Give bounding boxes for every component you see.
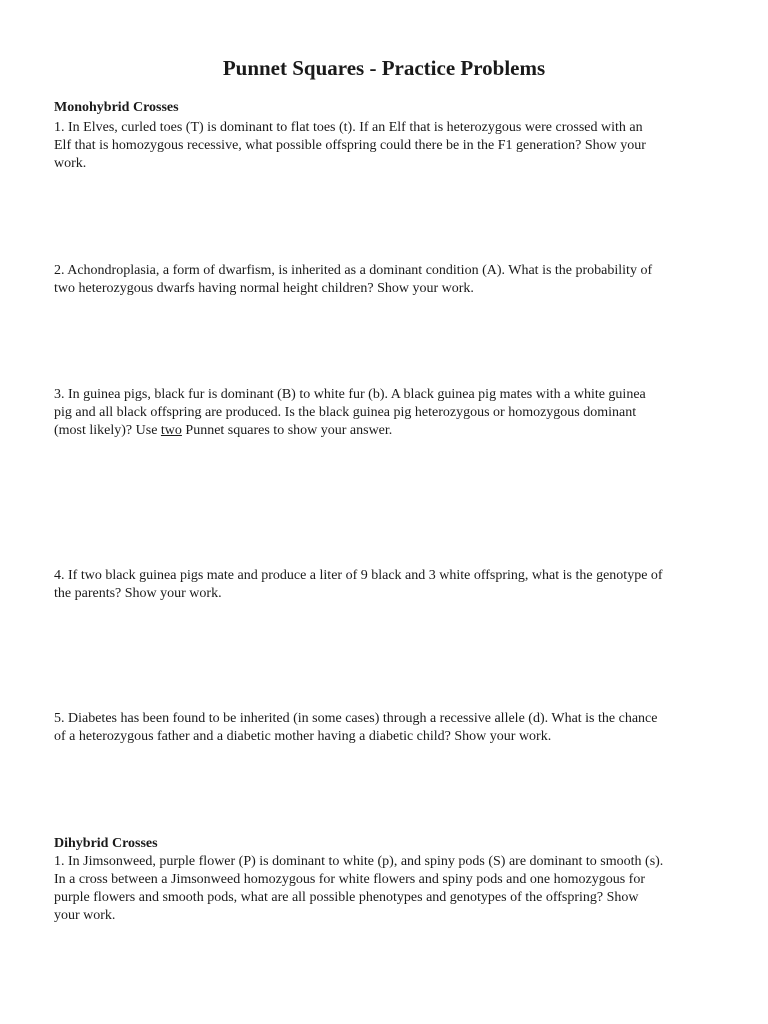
problem-line: 3. In guinea pigs, black fur is dominant (B) to white fur (b). A black guinea pig mates with a white guinea	[54, 387, 646, 402]
problem-line: In a cross between a Jimsonweed homozygous for white flowers and spiny pods and one homozygous for	[54, 872, 645, 887]
monohybrid-problem-2	[54, 262, 722, 298]
problem-line: 1. In Elves, curled toes (T) is dominant to flat toes (t). If an Elf that is heterozygous were crossed with an	[54, 120, 643, 135]
monohybrid-problem-4	[54, 567, 722, 603]
problem-line: 4. If two black guinea pigs mate and produce a liter of 9 black and 3 white offspring, what is the genotype of	[54, 568, 663, 583]
monohybrid-problem-3	[54, 386, 722, 440]
problem-line	[54, 422, 722, 440]
problem-line: pig and all black offspring are produced. Is the black guinea pig heterozygous or homozygous dominant	[54, 405, 637, 420]
page-title: Punnet Squares - Practice Problems	[222, 56, 546, 80]
monohybrid-heading: Monohybrid Crosses	[54, 100, 179, 115]
problem-line: 5. Diabetes has been found to be inherited (in some cases) through a recessive allele (d). What is the chance	[54, 711, 658, 726]
monohybrid-problem-5	[54, 710, 722, 746]
dihybrid-heading: Dihybrid Crosses	[54, 836, 158, 851]
problem-text: (most likely)? Use	[54, 423, 161, 438]
problem-line: your work.	[54, 908, 116, 923]
problem-line: work.	[54, 156, 87, 171]
problem-line: of a heterozygous father and a diabetic mother having a diabetic child? Show your work.	[54, 729, 552, 744]
underlined-word: two	[160, 423, 182, 438]
dihybrid-problem-1	[54, 853, 722, 925]
problem-line: purple flowers and smooth pods, what are all possible phenotypes and genotypes of the offspring? Show	[54, 890, 639, 905]
problem-line: the parents? Show your work.	[54, 586, 222, 601]
problem-line: Elf that is homozygous recessive, what possible offspring could there be in the F1 generation? Show your	[54, 138, 646, 153]
problem-line: 1. In Jimsonweed, purple flower (P) is dominant to white (p), and spiny pods (S) are dominant to smooth (s).	[54, 854, 664, 869]
problem-text: Punnet squares to show your answer.	[181, 423, 393, 438]
problem-line: 2. Achondroplasia, a form of dwarfism, is inherited as a dominant condition (A). What is the probability of	[54, 263, 653, 278]
problem-line: two heterozygous dwarfs having normal height children? Show your work.	[54, 281, 474, 296]
monohybrid-problem-1	[54, 119, 722, 173]
